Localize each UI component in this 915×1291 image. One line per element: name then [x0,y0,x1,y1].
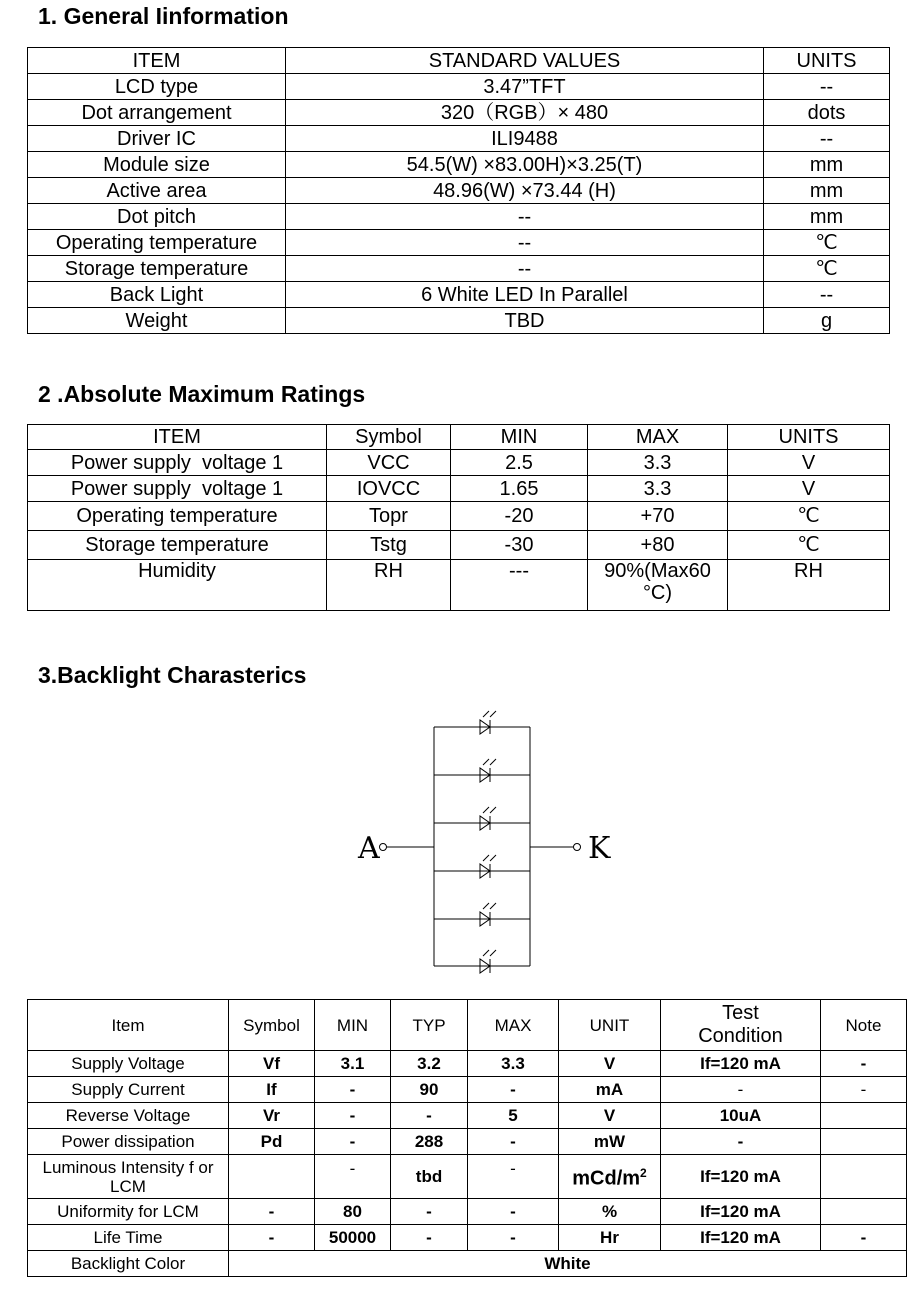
row-min: -20 [451,502,588,531]
table-row [28,531,890,560]
row-min: 50000 [315,1225,391,1251]
row-item: Module size [28,152,286,178]
row-typ: 3.2 [391,1051,468,1077]
section2-title: 2 .Absolute Maximum Ratings [38,381,366,407]
table-header-row [28,1000,907,1051]
row-item: Operating temperature [28,230,286,256]
row-symbol: If [229,1077,315,1103]
row-max: - [468,1129,559,1155]
row-symbol: VCC [327,450,451,476]
row-unit: ℃ [728,531,890,560]
row-typ: tbd [391,1155,468,1199]
row-value: ILI9488 [286,126,764,152]
table-row [28,1077,907,1103]
row-unit: ℃ [764,256,890,282]
led-2 [434,759,530,782]
table-row [28,1103,907,1129]
row-unit: mA [559,1077,661,1103]
row-typ: - [391,1199,468,1225]
row-value: 6 White LED In Parallel [286,282,764,308]
table-row [28,308,890,334]
row-item: Storage temperature [28,256,286,282]
row-typ: 90 [391,1077,468,1103]
anode-terminal [380,844,387,851]
row-item: Uniformity for LCM [28,1199,229,1225]
table-row [28,126,890,152]
row-max: 3.3 [588,450,728,476]
row-unit-base: mCd/m [572,1167,641,1190]
row-item: Reverse Voltage [28,1103,229,1129]
row-symbol: Tstg [327,531,451,560]
row-max: 5 [468,1103,559,1129]
row-symbol [229,1155,315,1199]
backlight-color-value: White [229,1251,907,1277]
table-header-row [28,425,890,450]
row-item: Active area [28,178,286,204]
backlight-color-label: Backlight Color [28,1251,229,1277]
row-condition: If=120 mA [661,1225,821,1251]
row-item: Life Time [28,1225,229,1251]
table-row [28,178,890,204]
row-symbol: Vf [229,1051,315,1077]
row-note [821,1103,907,1129]
row-unit: V [728,450,890,476]
header-note: Note [821,1000,907,1051]
row-unit: mm [764,152,890,178]
section1-title: 1. General Iinformation [38,3,289,29]
header-standard-values: STANDARD VALUES [286,48,764,74]
table-row [28,1155,907,1199]
row-symbol: - [229,1225,315,1251]
row-max: - [468,1077,559,1103]
row-item: Supply Voltage [28,1051,229,1077]
row-note [821,1199,907,1225]
header-min: MIN [451,425,588,450]
cathode-label: K [588,831,611,866]
row-max: +80 [588,531,728,560]
table-row [28,282,890,308]
row-condition: If=120 mA [661,1199,821,1225]
row-item: Humidity [28,560,327,611]
table-row [28,256,890,282]
row-note: - [821,1077,907,1103]
row-min: 1.65 [451,476,588,502]
backlight-characteristics-table [27,999,907,1277]
table-row [28,74,890,100]
row-min: 80 [315,1199,391,1225]
row-item: Operating temperature [28,502,327,531]
row-unit: Hr [559,1225,661,1251]
row-note [821,1155,907,1199]
table-row [28,476,890,502]
row-condition: - [661,1077,821,1103]
row-unit: RH [728,560,890,611]
table-row [28,152,890,178]
row-min: - [315,1155,391,1199]
row-unit: -- [764,74,890,100]
row-max: - [468,1225,559,1251]
header-symbol: Symbol [229,1000,315,1051]
row-unit: V [559,1051,661,1077]
led-4 [434,855,530,878]
row-value: -- [286,256,764,282]
header-max: MAX [468,1000,559,1051]
row-max: 90%(Max60 °C) [588,560,728,611]
row-condition: 10uA [661,1103,821,1129]
row-min: -30 [451,531,588,560]
row-item: Storage temperature [28,531,327,560]
row-unit: dots [764,100,890,126]
led-6 [434,950,530,973]
row-condition: - [661,1129,821,1155]
table-row [28,1129,907,1155]
table-row [28,230,890,256]
row-unit: mm [764,178,890,204]
led-1 [434,711,530,734]
row-item: Weight [28,308,286,334]
table-row [28,560,890,611]
row-unit: -- [764,282,890,308]
row-note [821,1129,907,1155]
header-min: MIN [315,1000,391,1051]
row-unit: mm [764,204,890,230]
led-schematic [340,700,640,980]
row-item: Supply Current [28,1077,229,1103]
header-units: UNITS [728,425,890,450]
row-symbol: - [229,1199,315,1225]
led-3 [434,807,530,830]
row-value: TBD [286,308,764,334]
row-item: Power supply voltage 1 [28,450,327,476]
header-typ: TYP [391,1000,468,1051]
table-row [28,1199,907,1225]
row-symbol: IOVCC [327,476,451,502]
row-symbol: Topr [327,502,451,531]
row-symbol: Pd [229,1129,315,1155]
row-min: - [315,1077,391,1103]
led-circuit-diagram [340,700,640,980]
table-row [28,1251,907,1277]
row-max: +70 [588,502,728,531]
row-min: 2.5 [451,450,588,476]
row-min: - [315,1103,391,1129]
row-item: LCD type [28,74,286,100]
row-symbol: RH [327,560,451,611]
row-unit: V [559,1103,661,1129]
table-row [28,204,890,230]
row-item: Power dissipation [28,1129,229,1155]
general-info-table [27,47,890,334]
header-test-condition: Test Condition [661,1000,821,1051]
row-item: Driver IC [28,126,286,152]
header-symbol: Symbol [327,425,451,450]
row-unit: ℃ [764,230,890,256]
header-item: Item [28,1000,229,1051]
table-header-row [28,48,890,74]
absolute-max-ratings-table [27,424,890,611]
row-min: 3.1 [315,1051,391,1077]
row-condition: If=120 mA [661,1155,821,1199]
row-max: 3.3 [588,476,728,502]
row-value: 48.96(W) ×73.44 (H) [286,178,764,204]
row-item: Luminous Intensity f or LCM [28,1155,229,1199]
row-unit-superscript: 2 [640,1166,647,1181]
row-min: - [315,1129,391,1155]
table-row [28,502,890,531]
header-unit: UNIT [559,1000,661,1051]
row-unit: -- [764,126,890,152]
row-max: - [468,1155,559,1199]
header-max: MAX [588,425,728,450]
row-max: - [468,1199,559,1225]
table-row [28,450,890,476]
row-typ: 288 [391,1129,468,1155]
row-typ: - [391,1103,468,1129]
header-units: UNITS [764,48,890,74]
row-value: 320（RGB）× 480 [286,100,764,126]
header-item: ITEM [28,48,286,74]
row-max: 3.3 [468,1051,559,1077]
table-row [28,1225,907,1251]
row-unit: V [728,476,890,502]
row-symbol: Vr [229,1103,315,1129]
row-unit: g [764,308,890,334]
row-unit [559,1155,661,1199]
row-item: Dot pitch [28,204,286,230]
row-item: Back Light [28,282,286,308]
row-item: Power supply voltage 1 [28,476,327,502]
row-min: --- [451,560,588,611]
row-item: Dot arrangement [28,100,286,126]
header-item: ITEM [28,425,327,450]
led-5 [434,903,530,926]
row-value: -- [286,230,764,256]
row-unit: mW [559,1129,661,1155]
row-value: -- [286,204,764,230]
row-value: 3.47”TFT [286,74,764,100]
row-note: - [821,1051,907,1077]
row-note: - [821,1225,907,1251]
table-row [28,1051,907,1077]
row-unit: % [559,1199,661,1225]
table-row [28,100,890,126]
row-value: 54.5(W) ×83.00H)×3.25(T) [286,152,764,178]
row-condition: If=120 mA [661,1051,821,1077]
row-unit: ℃ [728,502,890,531]
row-typ: - [391,1225,468,1251]
anode-label: A [358,831,380,866]
cathode-terminal [574,844,581,851]
section3-title: 3.Backlight Charasterics [38,662,307,688]
